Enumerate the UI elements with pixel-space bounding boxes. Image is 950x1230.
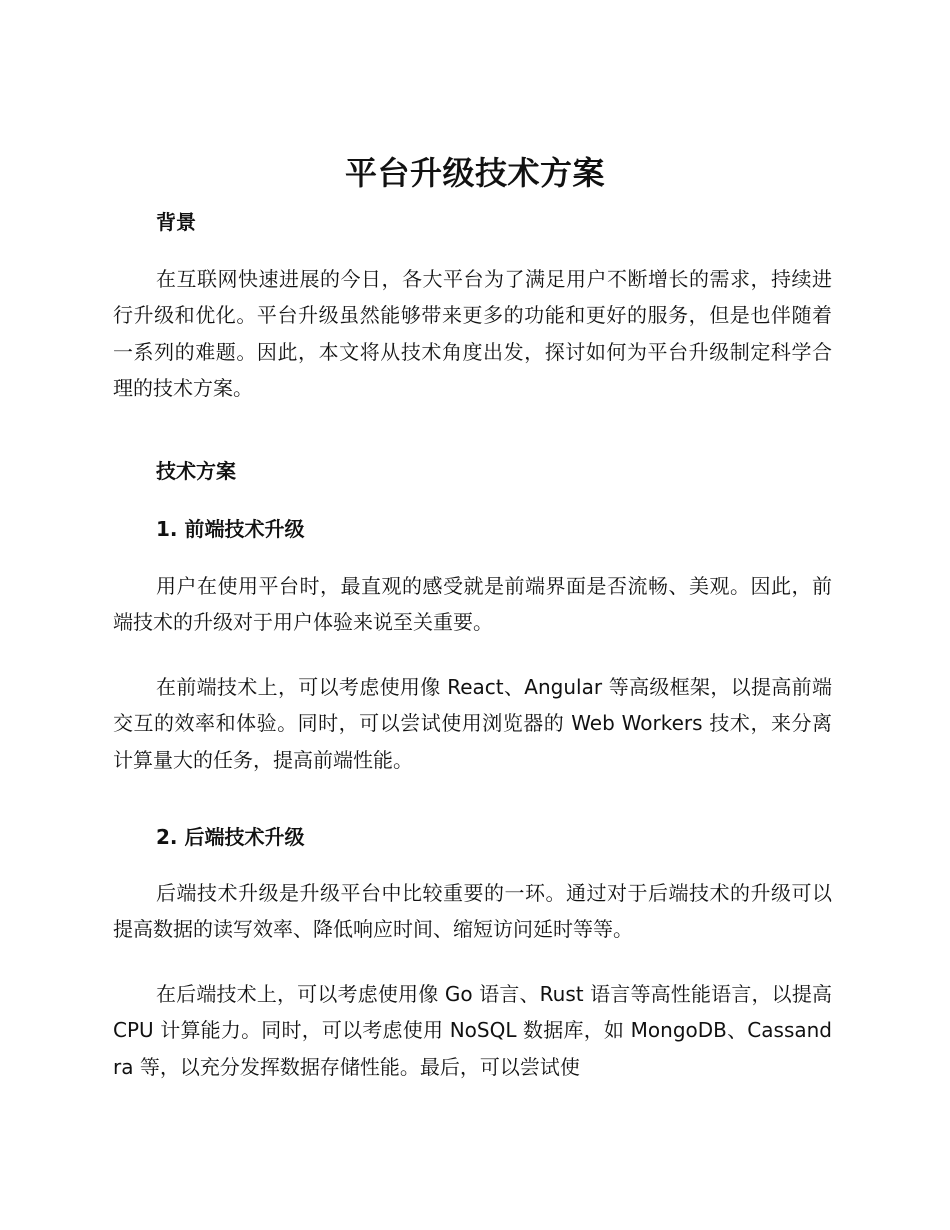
document-title: 平台升级技术方案 [344, 154, 605, 192]
heading-backend-upgrade: 2. 后端技术升级 [156, 825, 305, 849]
heading-technical-solution: 技术方案 [156, 459, 236, 483]
paragraph-frontend-intro: 用户在使用平台时，最直观的感受就是前端界面是否流畅、美观。因此，前端技术的升级对于用户体验来说至关重要。 [113, 574, 832, 635]
heading-background: 背景 [156, 210, 196, 234]
paragraph-frontend-detail: 在前端技术上，可以考虑使用像 React、Angular 等高级框架，以提高前端交互的效率和体验。同时，可以尝试使用浏览器的 Web Workers 技术，来分离计算量大的任务，提高前端性能。 [113, 675, 832, 772]
paragraph-backend-intro: 后端技术升级是升级平台中比较重要的一环。通过对于后端技术的升级可以提高数据的读写效率、降低响应时间、缩短访问延时等等。 [113, 881, 832, 942]
paragraph-backend-detail: 在后端技术上，可以考虑使用像 Go 语言、Rust 语言等高性能语言，以提高 CPU 计算能力。同时，可以考虑使用 NoSQL 数据库，如 MongoDB、Cassandra 等，以充分发挥数据存储性能。最后，可以尝试使 [113, 982, 832, 1079]
paragraph-background: 在互联网快速进展的今日，各大平台为了满足用户不断增长的需求，持续进行升级和优化。平台升级虽然能够带来更多的功能和更好的服务，但是也伴随着一系列的难题。因此，本文将从技术角度出发，探讨如何为平台升级制定科学合理的技术方案。 [113, 267, 832, 400]
heading-frontend-upgrade: 1. 前端技术升级 [156, 517, 305, 541]
